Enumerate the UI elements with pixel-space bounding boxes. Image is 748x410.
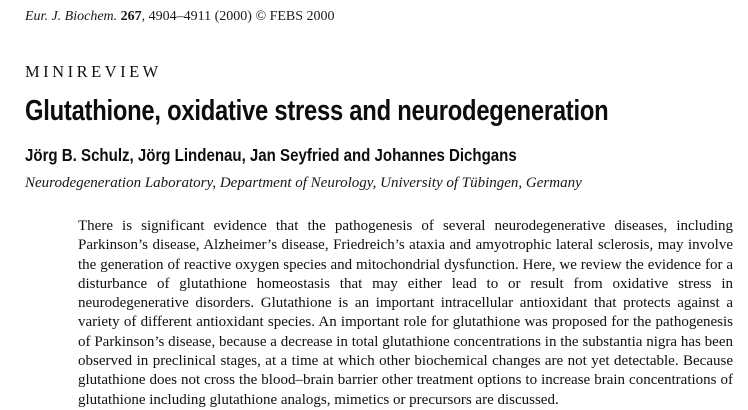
journal-citation-line bbox=[25, 9, 735, 25]
abstract-paragraph: There is significant evidence that the pathogenesis of several neurodegenerative diseases, including Parkinson’s disease, Alzheimer’s disease, Friedreich’s ataxia and amyotrophic lateral sclerosis, may involve the generation of reactive oxygen species and mitochondrial dysfunction. Here, we review the evidence for a disturbance of glutathione homeostasis that may either lead to or result from oxidative stress in neurodegenerative disorders. Glutathione is an important intracellular antioxidant that protects against a variety of different antioxidant species. An important role for glutathione was proposed for the pathogenesis of Parkinson’s disease, because a decrease in total glutathione concentrations in the substantia nigra has been observed in preclinical stages, at a time at which other biochemical changes are not yet detectable. Because glutathione does not cross the blood–brain barrier other treatment options to increase brain concentrations of glutathione including glutathione analogs, mimetics or precursors are discussed. bbox=[78, 218, 733, 408]
journal-name: Eur. J. Biochem. bbox=[25, 9, 118, 24]
journal-volume: 267 bbox=[120, 9, 142, 24]
article-title: Glutathione, oxidative stress and neurodegeneration bbox=[25, 95, 609, 127]
affiliation-line: Neurodegeneration Laboratory, Department of Neurology, University of Tübingen, Germany bbox=[25, 175, 582, 191]
authors-line: Jörg B. Schulz, Jörg Lindenau, Jan Seyfried and Johannes Dichgans bbox=[25, 145, 517, 165]
journal-pages-year: , 4904–4911 (2000) © FEBS 2000 bbox=[141, 9, 335, 24]
section-label-minireview: MINIREVIEW bbox=[25, 62, 162, 81]
